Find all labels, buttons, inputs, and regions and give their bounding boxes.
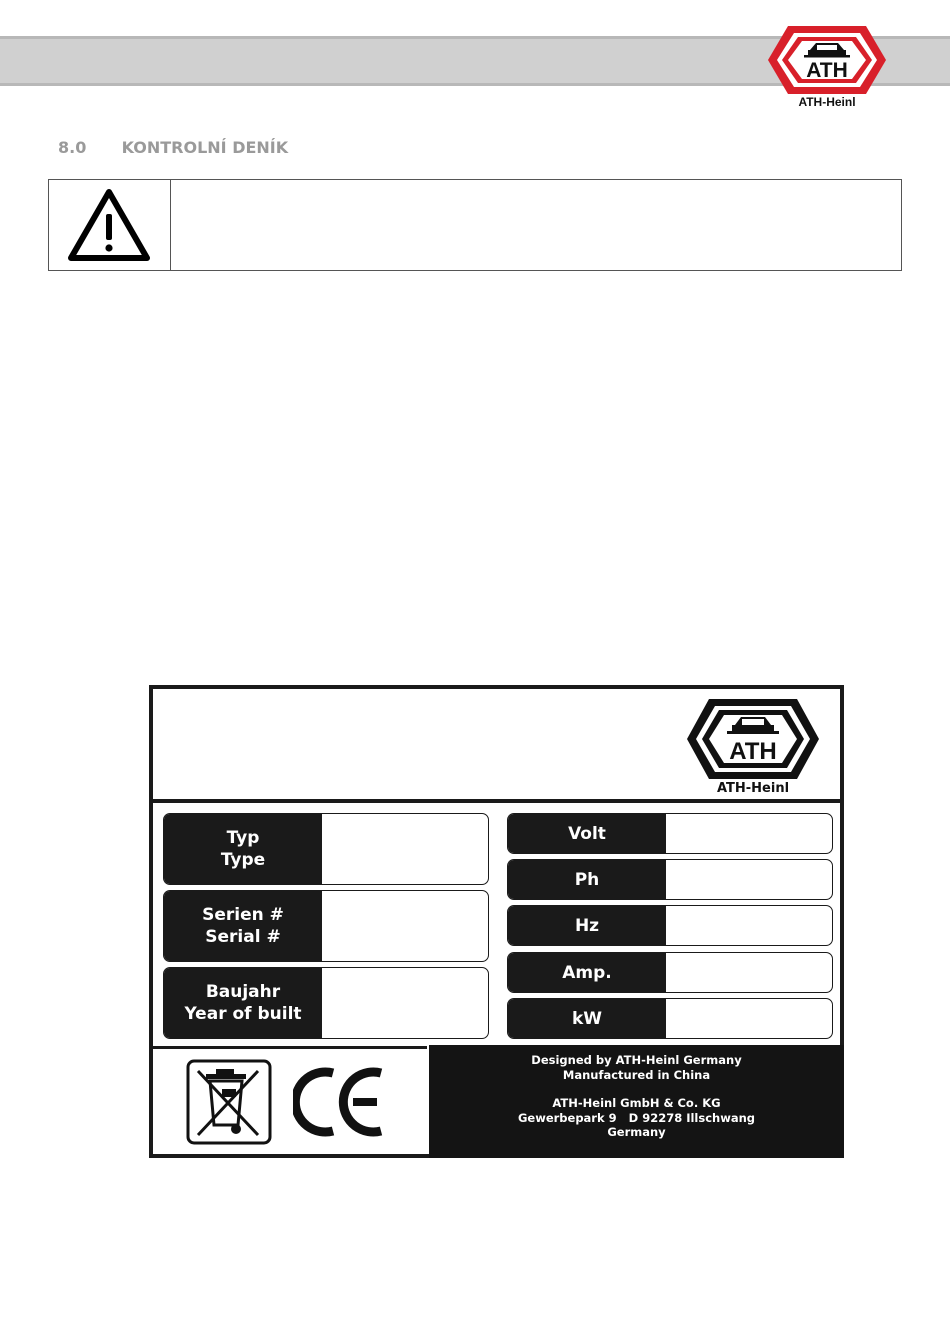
warning-text [171,180,901,270]
field-amp-label: Amp. [508,953,666,992]
field-serial-label [164,891,322,961]
field-serial-label-line1: Serien # [202,905,284,925]
section-number: 8.0 [58,138,87,157]
ath-logo-icon [766,24,888,96]
ath-logo-icon [683,695,823,781]
footer-line2: Manufactured in China [562,1067,711,1082]
field-volt-value[interactable] [666,814,832,853]
header-brand-name: ATH-Heinl [798,95,856,109]
field-ph-label: Ph [508,860,666,899]
field-serial-label-line2: Serial # [205,927,281,947]
field-year-label-line2: Year of built [184,1004,302,1024]
nameplate [149,685,844,1158]
svg-text:ATH: ATH [729,738,777,765]
nameplate-logo [683,695,823,799]
field-volt-label: Volt [508,814,666,853]
field-kw [507,998,833,1039]
field-year-value[interactable] [322,968,488,1038]
svg-text:ATH: ATH [806,59,848,82]
field-serial [163,890,489,962]
nameplate-brand-name: ATH-Heinl [716,781,790,796]
nameplate-header [153,689,840,803]
field-kw-label: kW [508,999,666,1038]
field-year-label [164,968,322,1038]
footer-line1: Designed by ATH-Heinl Germany [531,1053,742,1067]
field-volt [507,813,833,854]
field-amp-value[interactable] [666,953,832,992]
footer-line3: ATH-Heinl GmbH & Co. KG [552,1096,721,1110]
footer-line5: Germany [607,1125,666,1139]
warning-triangle-icon [67,188,151,262]
field-ph [507,859,833,900]
header-logo [766,24,888,116]
section-heading [58,138,288,157]
field-serial-value[interactable] [322,891,488,961]
nameplate-manufacturer-info [429,1045,844,1158]
field-amp [507,952,833,993]
weee-crossed-bin-icon [186,1059,272,1145]
field-hz [507,905,833,946]
field-type-label-line2: Type [220,850,266,870]
field-year-label-line1: Baujahr [205,982,281,1002]
footer-line4: Gewerbepark 9 D 92278 Illschwang [517,1110,756,1125]
field-year [163,967,489,1039]
field-kw-value[interactable] [666,999,832,1038]
field-hz-value[interactable] [666,906,832,945]
field-type [163,813,489,885]
field-type-label [164,814,322,884]
nameplate-symbols [153,1046,427,1154]
ce-mark-icon [293,1067,385,1137]
warning-icon-cell [49,180,171,270]
field-hz-label: Hz [508,906,666,945]
field-type-value[interactable] [322,814,488,884]
section-title: KONTROLNÍ DENÍK [121,138,289,157]
field-ph-value[interactable] [666,860,832,899]
field-type-label-line1: Typ [226,828,260,848]
warning-box [48,179,902,271]
